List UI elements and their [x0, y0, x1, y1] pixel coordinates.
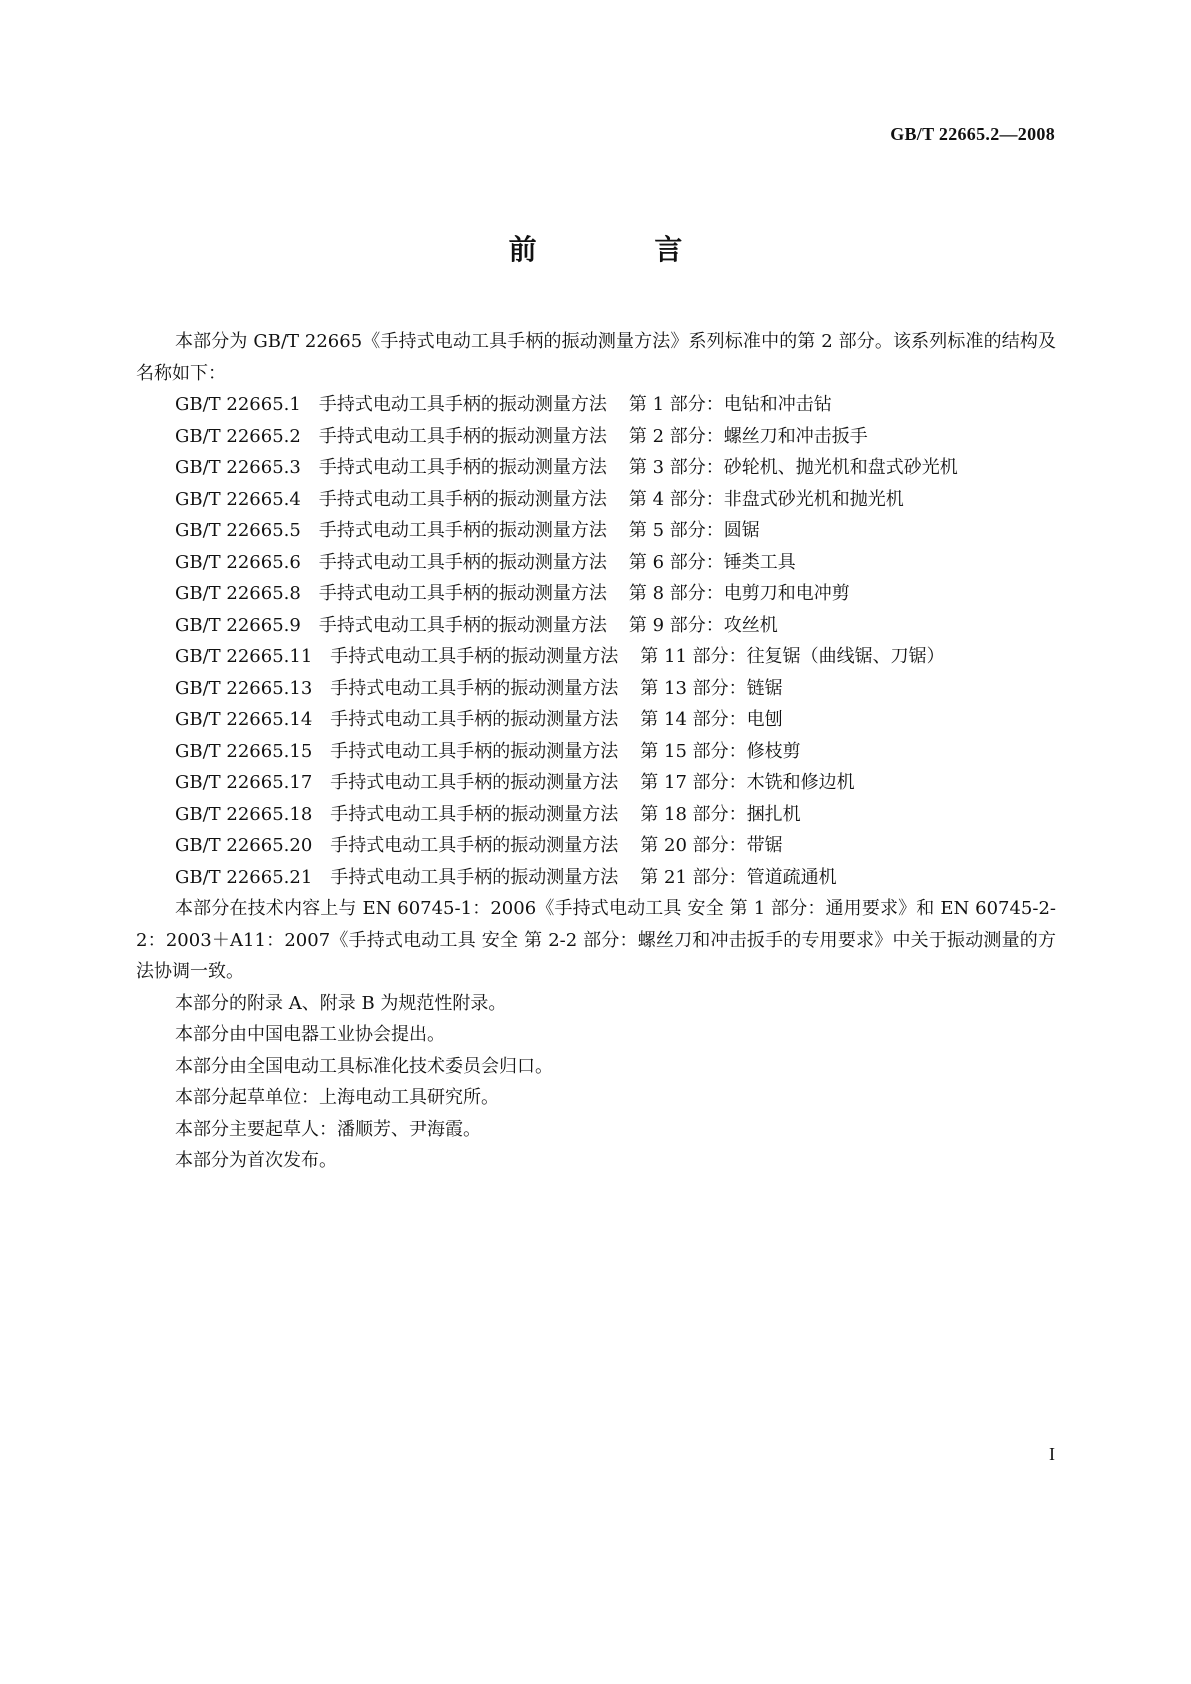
statement-drafting-unit: 本部分起草单位：上海电动工具研究所。 — [175, 1087, 499, 1108]
series-code: GB/T 22665.3 — [175, 457, 301, 478]
series-item — [136, 673, 1056, 705]
series-part: 第 13 部分：链锯 — [640, 677, 783, 699]
series-part: 第 5 部分：圆锯 — [628, 520, 760, 541]
series-item — [136, 641, 1056, 673]
intro-paragraph: 本部分为 GB/T 22665《手持式电动工具手柄的振动测量方法》系列标准中的第 2 部分。该系列标准的结构及名称如下： — [136, 331, 1056, 384]
statement-first-release: 本部分为首次发布。 — [175, 1150, 337, 1171]
series-title: 手持式电动工具手柄的振动测量方法 — [318, 457, 607, 478]
series-item — [136, 830, 1056, 862]
series-item — [136, 799, 1056, 831]
series-part: 第 20 部分：带锯 — [640, 835, 783, 856]
series-part: 第 17 部分：木铣和修边机 — [640, 772, 855, 793]
series-code: GB/T 22665.1 — [175, 394, 301, 415]
statement-proposer: 本部分由中国电器工业协会提出。 — [175, 1024, 445, 1045]
series-title: 手持式电动工具手柄的振动测量方法 — [330, 866, 619, 888]
series-code: GB/T 22665.9 — [175, 614, 301, 636]
page-title: 前 言 — [508, 233, 737, 266]
series-title: 手持式电动工具手柄的振动测量方法 — [318, 488, 607, 510]
page-number: I — [1049, 1444, 1055, 1464]
series-part: 第 6 部分：锤类工具 — [628, 551, 796, 573]
series-title: 手持式电动工具手柄的振动测量方法 — [330, 709, 619, 730]
series-code: GB/T 22665.6 — [175, 551, 301, 573]
series-item — [136, 547, 1056, 579]
series-title: 手持式电动工具手柄的振动测量方法 — [330, 677, 619, 699]
series-title: 手持式电动工具手柄的振动测量方法 — [318, 583, 607, 604]
series-part: 第 4 部分：非盘式砂光机和抛光机 — [628, 488, 904, 510]
series-item — [136, 484, 1056, 516]
series-code: GB/T 22665.20 — [175, 835, 313, 856]
series-item — [136, 862, 1056, 894]
series-code: GB/T 22665.13 — [175, 677, 313, 699]
statement-committee: 本部分由全国电动工具标准化技术委员会归口。 — [175, 1055, 553, 1077]
series-code: GB/T 22665.8 — [175, 583, 301, 604]
series-list — [136, 389, 1056, 893]
statement-annex: 本部分的附录 A、附录 B 为规范性附录。 — [175, 992, 507, 1014]
series-item — [136, 389, 1056, 421]
series-part: 第 21 部分：管道疏通机 — [640, 866, 837, 888]
series-code: GB/T 22665.17 — [175, 772, 313, 793]
series-title: 手持式电动工具手柄的振动测量方法 — [318, 394, 607, 415]
series-title: 手持式电动工具手柄的振动测量方法 — [330, 772, 619, 793]
series-item — [136, 704, 1056, 736]
series-code: GB/T 22665.14 — [175, 709, 313, 730]
series-code: GB/T 22665.2 — [175, 425, 301, 447]
series-part: 第 2 部分：螺丝刀和冲击扳手 — [628, 425, 868, 447]
series-code: GB/T 22665.21 — [175, 866, 313, 888]
series-part: 第 9 部分：攻丝机 — [628, 614, 778, 636]
standard-code: GB/T 22665.2—2008 — [890, 124, 1055, 144]
series-item — [136, 578, 1056, 610]
series-title: 手持式电动工具手柄的振动测量方法 — [318, 551, 607, 573]
series-title: 手持式电动工具手柄的振动测量方法 — [330, 835, 619, 856]
series-title: 手持式电动工具手柄的振动测量方法 — [318, 614, 607, 636]
preface-body — [136, 326, 1056, 1177]
series-code: GB/T 22665.15 — [175, 740, 313, 762]
series-code: GB/T 22665.4 — [175, 488, 301, 510]
series-part: 第 1 部分：电钻和冲击钻 — [628, 394, 832, 415]
series-part: 第 8 部分：电剪刀和电冲剪 — [628, 583, 850, 604]
harmonization-paragraph: 本部分在技术内容上与 EN 60745-1：2006《手持式电动工具 安全 第 1 部分：通用要求》和 EN 60745-2-2：2003＋A11：2007《手持式电动工具 安全 第 2-2 部分：螺丝刀和冲击扳手的专用要求》中关于振动测量的方法协调一致。 — [136, 898, 1056, 982]
series-part: 第 14 部分：电刨 — [640, 709, 783, 730]
series-title: 手持式电动工具手柄的振动测量方法 — [330, 803, 619, 825]
series-code: GB/T 22665.5 — [175, 520, 301, 541]
series-code: GB/T 22665.11 — [175, 646, 313, 667]
series-item — [136, 515, 1056, 547]
series-title: 手持式电动工具手柄的振动测量方法 — [330, 646, 619, 667]
series-title: 手持式电动工具手柄的振动测量方法 — [318, 425, 607, 447]
series-part: 第 11 部分：往复锯（曲线锯、刀锯） — [640, 646, 945, 667]
series-item — [136, 610, 1056, 642]
series-item — [136, 767, 1056, 799]
series-item — [136, 421, 1056, 453]
statement-drafters: 本部分主要起草人：潘顺芳、尹海霞。 — [175, 1118, 481, 1140]
series-item — [136, 736, 1056, 768]
series-title: 手持式电动工具手柄的振动测量方法 — [318, 520, 607, 541]
series-item — [136, 452, 1056, 484]
series-part: 第 3 部分：砂轮机、抛光机和盘式砂光机 — [628, 457, 958, 478]
series-part: 第 15 部分：修枝剪 — [640, 740, 801, 762]
series-part: 第 18 部分：捆扎机 — [640, 803, 801, 825]
series-title: 手持式电动工具手柄的振动测量方法 — [330, 740, 619, 762]
series-code: GB/T 22665.18 — [175, 803, 313, 825]
